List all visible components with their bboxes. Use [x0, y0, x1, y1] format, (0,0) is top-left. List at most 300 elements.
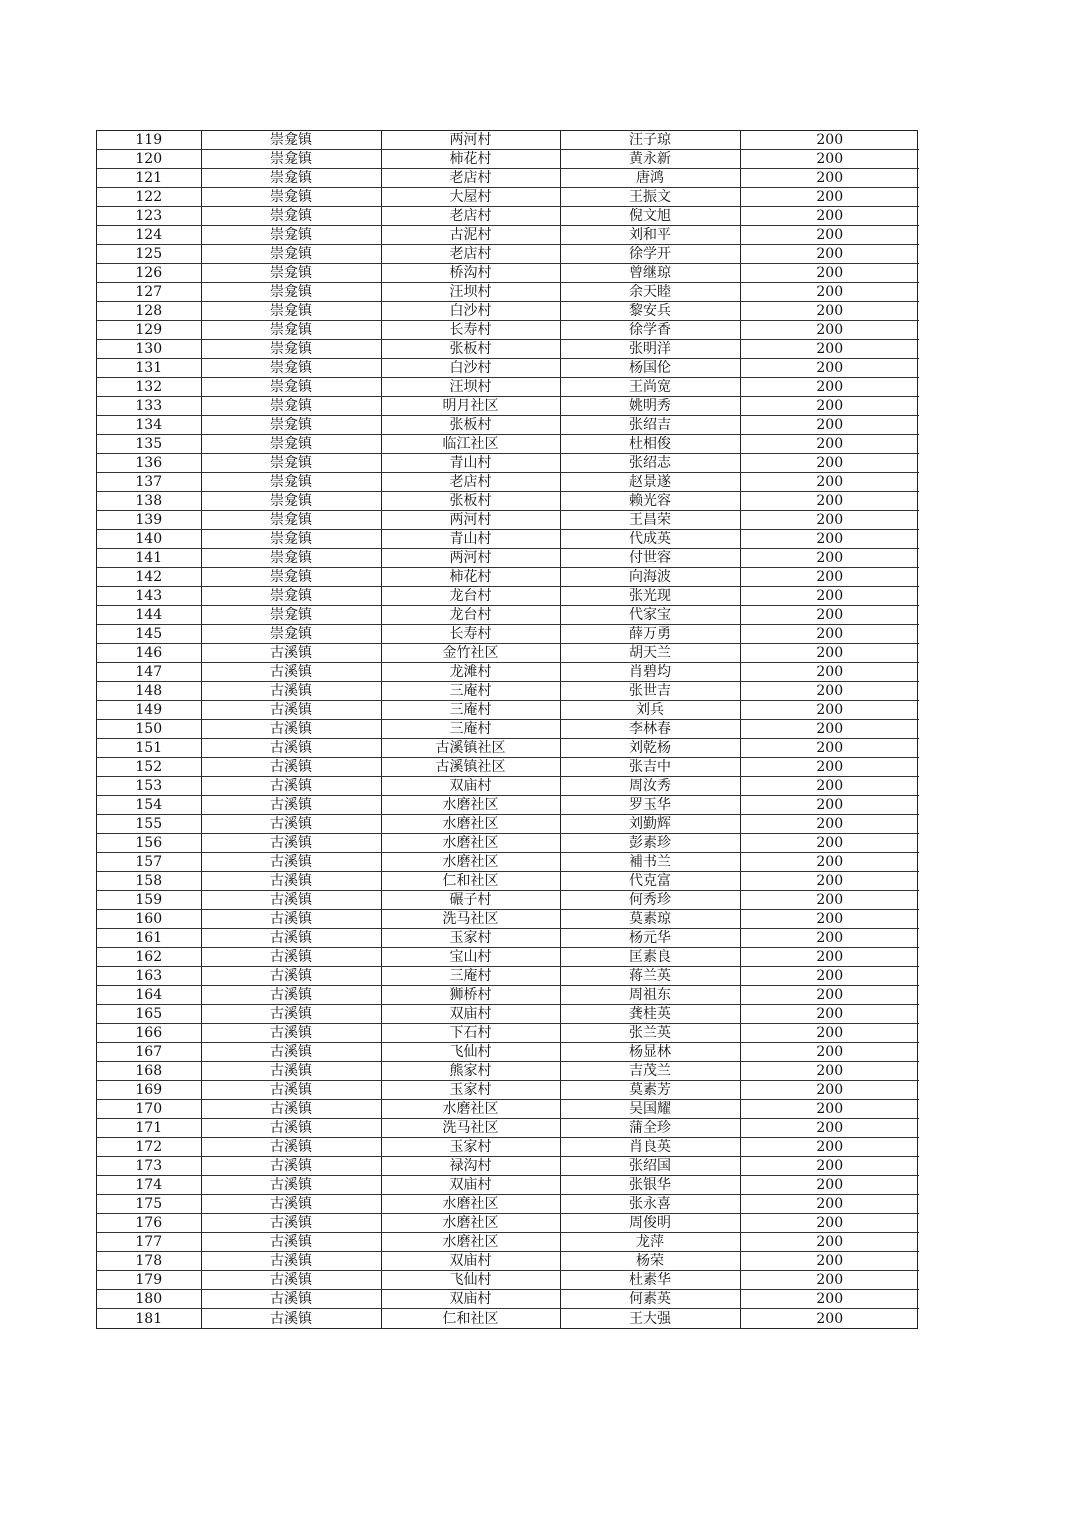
village-cell: 古溪镇社区: [381, 758, 560, 777]
amount-cell: 200: [740, 1157, 919, 1176]
amount-cell: 200: [740, 1024, 919, 1043]
village-cell: 仁和社区: [381, 1309, 560, 1328]
table-row: [97, 1252, 919, 1271]
village-cell: 张板村: [381, 492, 560, 511]
row-number-cell: 121: [97, 169, 201, 188]
village-cell: 龙滩村: [381, 663, 560, 682]
village-cell: 古泥村: [381, 226, 560, 245]
amount-cell: 200: [740, 872, 919, 891]
amount-cell: 200: [740, 321, 919, 340]
row-number-cell: 160: [97, 910, 201, 929]
amount-cell: 200: [740, 397, 919, 416]
amount-cell: 200: [740, 1138, 919, 1157]
row-number-cell: 181: [97, 1309, 201, 1328]
row-number-cell: 119: [97, 131, 201, 150]
name-cell: 肖碧均: [560, 663, 740, 682]
table-row: [97, 473, 919, 492]
village-cell: 汪坝村: [381, 283, 560, 302]
village-cell: 三庵村: [381, 720, 560, 739]
name-cell: 张吉中: [560, 758, 740, 777]
town-cell: 崇龛镇: [201, 283, 381, 302]
table-row: [97, 1081, 919, 1100]
table-row: [97, 739, 919, 758]
town-cell: 古溪镇: [201, 739, 381, 758]
town-cell: 崇龛镇: [201, 188, 381, 207]
roster-table: [97, 131, 919, 1328]
name-cell: 赖光容: [560, 492, 740, 511]
amount-cell: 200: [740, 1005, 919, 1024]
town-cell: 古溪镇: [201, 1290, 381, 1309]
row-number-cell: 123: [97, 207, 201, 226]
village-cell: 双庙村: [381, 1176, 560, 1195]
name-cell: 姚明秀: [560, 397, 740, 416]
town-cell: 古溪镇: [201, 872, 381, 891]
amount-cell: 200: [740, 644, 919, 663]
name-cell: 杨元华: [560, 929, 740, 948]
table-row: [97, 150, 919, 169]
amount-cell: 200: [740, 1100, 919, 1119]
name-cell: 代成英: [560, 530, 740, 549]
amount-cell: 200: [740, 302, 919, 321]
table-row: [97, 283, 919, 302]
name-cell: 王尚宽: [560, 378, 740, 397]
name-cell: 徐学开: [560, 245, 740, 264]
amount-cell: 200: [740, 1062, 919, 1081]
town-cell: 古溪镇: [201, 1005, 381, 1024]
name-cell: 徐学香: [560, 321, 740, 340]
row-number-cell: 143: [97, 587, 201, 606]
village-cell: 大屋村: [381, 188, 560, 207]
row-number-cell: 163: [97, 967, 201, 986]
name-cell: 杨显林: [560, 1043, 740, 1062]
table-row: [97, 986, 919, 1005]
roster-table-body: [97, 131, 919, 1328]
name-cell: 蒋兰英: [560, 967, 740, 986]
row-number-cell: 161: [97, 929, 201, 948]
table-row: [97, 777, 919, 796]
name-cell: 莫素琼: [560, 910, 740, 929]
row-number-cell: 167: [97, 1043, 201, 1062]
name-cell: 付世容: [560, 549, 740, 568]
amount-cell: 200: [740, 1252, 919, 1271]
row-number-cell: 141: [97, 549, 201, 568]
row-number-cell: 177: [97, 1233, 201, 1252]
row-number-cell: 132: [97, 378, 201, 397]
table-row: [97, 188, 919, 207]
village-cell: 古溪镇社区: [381, 739, 560, 758]
row-number-cell: 147: [97, 663, 201, 682]
name-cell: 刘兵: [560, 701, 740, 720]
name-cell: 胡天兰: [560, 644, 740, 663]
name-cell: 罗玉华: [560, 796, 740, 815]
amount-cell: 200: [740, 587, 919, 606]
row-number-cell: 139: [97, 511, 201, 530]
row-number-cell: 158: [97, 872, 201, 891]
name-cell: 龙萍: [560, 1233, 740, 1252]
town-cell: 古溪镇: [201, 1195, 381, 1214]
amount-cell: 200: [740, 1081, 919, 1100]
name-cell: 刘勤辉: [560, 815, 740, 834]
village-cell: 仁和社区: [381, 872, 560, 891]
town-cell: 崇龛镇: [201, 302, 381, 321]
row-number-cell: 145: [97, 625, 201, 644]
village-cell: 水磨社区: [381, 1100, 560, 1119]
name-cell: 张兰英: [560, 1024, 740, 1043]
table-row: [97, 1233, 919, 1252]
table-row: [97, 1214, 919, 1233]
village-cell: 老店村: [381, 207, 560, 226]
name-cell: 何素英: [560, 1290, 740, 1309]
table-row: [97, 587, 919, 606]
row-number-cell: 127: [97, 283, 201, 302]
row-number-cell: 124: [97, 226, 201, 245]
table-row: [97, 549, 919, 568]
amount-cell: 200: [740, 663, 919, 682]
village-cell: 玉家村: [381, 929, 560, 948]
town-cell: 崇龛镇: [201, 321, 381, 340]
row-number-cell: 128: [97, 302, 201, 321]
amount-cell: 200: [740, 340, 919, 359]
table-row: [97, 568, 919, 587]
amount-cell: 200: [740, 416, 919, 435]
table-row: [97, 1024, 919, 1043]
village-cell: 柿花村: [381, 568, 560, 587]
name-cell: 蒲全珍: [560, 1119, 740, 1138]
table-row: [97, 454, 919, 473]
amount-cell: 200: [740, 226, 919, 245]
town-cell: 古溪镇: [201, 834, 381, 853]
amount-cell: 200: [740, 131, 919, 150]
village-cell: 三庵村: [381, 701, 560, 720]
row-number-cell: 130: [97, 340, 201, 359]
village-cell: 张板村: [381, 340, 560, 359]
town-cell: 崇龛镇: [201, 454, 381, 473]
row-number-cell: 150: [97, 720, 201, 739]
name-cell: 杜素华: [560, 1271, 740, 1290]
name-cell: 周俊明: [560, 1214, 740, 1233]
table-row: [97, 815, 919, 834]
village-cell: 双庙村: [381, 1005, 560, 1024]
amount-cell: 200: [740, 891, 919, 910]
row-number-cell: 174: [97, 1176, 201, 1195]
town-cell: 古溪镇: [201, 720, 381, 739]
table-row: [97, 1176, 919, 1195]
table-row: [97, 530, 919, 549]
name-cell: 代家宝: [560, 606, 740, 625]
table-row: [97, 663, 919, 682]
row-number-cell: 131: [97, 359, 201, 378]
amount-cell: 200: [740, 682, 919, 701]
name-cell: 吉茂兰: [560, 1062, 740, 1081]
table-row: [97, 606, 919, 625]
town-cell: 崇龛镇: [201, 492, 381, 511]
amount-cell: 200: [740, 1214, 919, 1233]
row-number-cell: 133: [97, 397, 201, 416]
village-cell: 桥沟村: [381, 264, 560, 283]
table-row: [97, 625, 919, 644]
table-row: [97, 1062, 919, 1081]
name-cell: 肖良英: [560, 1138, 740, 1157]
town-cell: 古溪镇: [201, 910, 381, 929]
table-row: [97, 207, 919, 226]
name-cell: 匡素良: [560, 948, 740, 967]
name-cell: 刘乾杨: [560, 739, 740, 758]
name-cell: 彭素珍: [560, 834, 740, 853]
table-row: [97, 834, 919, 853]
name-cell: 杜相俊: [560, 435, 740, 454]
village-cell: 洗马社区: [381, 910, 560, 929]
table-row: [97, 492, 919, 511]
name-cell: 张世吉: [560, 682, 740, 701]
row-number-cell: 151: [97, 739, 201, 758]
amount-cell: 200: [740, 1233, 919, 1252]
town-cell: 古溪镇: [201, 796, 381, 815]
amount-cell: 200: [740, 720, 919, 739]
town-cell: 古溪镇: [201, 701, 381, 720]
town-cell: 崇龛镇: [201, 625, 381, 644]
row-number-cell: 129: [97, 321, 201, 340]
town-cell: 古溪镇: [201, 644, 381, 663]
town-cell: 古溪镇: [201, 1138, 381, 1157]
amount-cell: 200: [740, 1195, 919, 1214]
table-row: [97, 682, 919, 701]
town-cell: 崇龛镇: [201, 207, 381, 226]
town-cell: 崇龛镇: [201, 169, 381, 188]
village-cell: 柿花村: [381, 150, 560, 169]
village-cell: 碾子村: [381, 891, 560, 910]
row-number-cell: 155: [97, 815, 201, 834]
table-row: [97, 929, 919, 948]
amount-cell: 200: [740, 359, 919, 378]
village-cell: 玉家村: [381, 1081, 560, 1100]
row-number-cell: 175: [97, 1195, 201, 1214]
amount-cell: 200: [740, 796, 919, 815]
table-row: [97, 435, 919, 454]
town-cell: 崇龛镇: [201, 606, 381, 625]
row-number-cell: 179: [97, 1271, 201, 1290]
village-cell: 白沙村: [381, 302, 560, 321]
name-cell: 杨荣: [560, 1252, 740, 1271]
amount-cell: 200: [740, 549, 919, 568]
name-cell: 補书兰: [560, 853, 740, 872]
row-number-cell: 148: [97, 682, 201, 701]
name-cell: 张永喜: [560, 1195, 740, 1214]
amount-cell: 200: [740, 473, 919, 492]
name-cell: 李林春: [560, 720, 740, 739]
amount-cell: 200: [740, 169, 919, 188]
amount-cell: 200: [740, 815, 919, 834]
amount-cell: 200: [740, 948, 919, 967]
name-cell: 何秀珍: [560, 891, 740, 910]
village-cell: 飞仙村: [381, 1271, 560, 1290]
town-cell: 崇龛镇: [201, 511, 381, 530]
name-cell: 杨国伦: [560, 359, 740, 378]
town-cell: 古溪镇: [201, 1252, 381, 1271]
table-row: [97, 359, 919, 378]
table-row: [97, 701, 919, 720]
village-cell: 长寿村: [381, 625, 560, 644]
village-cell: 水磨社区: [381, 1195, 560, 1214]
village-cell: 青山村: [381, 454, 560, 473]
name-cell: 向海波: [560, 568, 740, 587]
table-row: [97, 967, 919, 986]
village-cell: 水磨社区: [381, 834, 560, 853]
village-cell: 龙台村: [381, 587, 560, 606]
table-row: [97, 340, 919, 359]
row-number-cell: 144: [97, 606, 201, 625]
village-cell: 张板村: [381, 416, 560, 435]
village-cell: 汪坝村: [381, 378, 560, 397]
village-cell: 两河村: [381, 511, 560, 530]
amount-cell: 200: [740, 739, 919, 758]
name-cell: 吴国耀: [560, 1100, 740, 1119]
row-number-cell: 149: [97, 701, 201, 720]
row-number-cell: 154: [97, 796, 201, 815]
village-cell: 临江社区: [381, 435, 560, 454]
town-cell: 古溪镇: [201, 1119, 381, 1138]
name-cell: 张明洋: [560, 340, 740, 359]
village-cell: 白沙村: [381, 359, 560, 378]
table-row: [97, 397, 919, 416]
row-number-cell: 142: [97, 568, 201, 587]
table-row: [97, 1309, 919, 1328]
town-cell: 崇龛镇: [201, 245, 381, 264]
roster-sheet: [96, 130, 918, 1329]
town-cell: 古溪镇: [201, 1062, 381, 1081]
village-cell: 水磨社区: [381, 796, 560, 815]
amount-cell: 200: [740, 1290, 919, 1309]
table-row: [97, 416, 919, 435]
village-cell: 双庙村: [381, 1290, 560, 1309]
town-cell: 古溪镇: [201, 929, 381, 948]
amount-cell: 200: [740, 283, 919, 302]
row-number-cell: 165: [97, 1005, 201, 1024]
name-cell: 王昌荣: [560, 511, 740, 530]
town-cell: 古溪镇: [201, 1176, 381, 1195]
amount-cell: 200: [740, 986, 919, 1005]
name-cell: 薛万勇: [560, 625, 740, 644]
table-row: [97, 264, 919, 283]
row-number-cell: 120: [97, 150, 201, 169]
village-cell: 熊家村: [381, 1062, 560, 1081]
town-cell: 崇龛镇: [201, 568, 381, 587]
table-row: [97, 1005, 919, 1024]
village-cell: 宝山村: [381, 948, 560, 967]
row-number-cell: 168: [97, 1062, 201, 1081]
table-row: [97, 1119, 919, 1138]
town-cell: 古溪镇: [201, 1100, 381, 1119]
town-cell: 崇龛镇: [201, 530, 381, 549]
village-cell: 飞仙村: [381, 1043, 560, 1062]
village-cell: 双庙村: [381, 777, 560, 796]
table-row: [97, 853, 919, 872]
name-cell: 张绍志: [560, 454, 740, 473]
table-row: [97, 720, 919, 739]
table-row: [97, 378, 919, 397]
amount-cell: 200: [740, 853, 919, 872]
name-cell: 王振文: [560, 188, 740, 207]
village-cell: 龙台村: [381, 606, 560, 625]
row-number-cell: 125: [97, 245, 201, 264]
town-cell: 古溪镇: [201, 1024, 381, 1043]
table-row: [97, 948, 919, 967]
town-cell: 古溪镇: [201, 1157, 381, 1176]
row-number-cell: 162: [97, 948, 201, 967]
amount-cell: 200: [740, 910, 919, 929]
table-row: [97, 872, 919, 891]
row-number-cell: 134: [97, 416, 201, 435]
village-cell: 三庵村: [381, 967, 560, 986]
table-row: [97, 1195, 919, 1214]
name-cell: 张绍国: [560, 1157, 740, 1176]
table-row: [97, 1138, 919, 1157]
town-cell: 崇龛镇: [201, 397, 381, 416]
town-cell: 古溪镇: [201, 891, 381, 910]
row-number-cell: 180: [97, 1290, 201, 1309]
row-number-cell: 176: [97, 1214, 201, 1233]
town-cell: 古溪镇: [201, 777, 381, 796]
name-cell: 唐鸿: [560, 169, 740, 188]
name-cell: 龚桂英: [560, 1005, 740, 1024]
town-cell: 崇龛镇: [201, 435, 381, 454]
amount-cell: 200: [740, 1176, 919, 1195]
town-cell: 古溪镇: [201, 1214, 381, 1233]
row-number-cell: 146: [97, 644, 201, 663]
name-cell: 倪文旭: [560, 207, 740, 226]
town-cell: 崇龛镇: [201, 587, 381, 606]
name-cell: 代克富: [560, 872, 740, 891]
town-cell: 古溪镇: [201, 986, 381, 1005]
town-cell: 古溪镇: [201, 967, 381, 986]
town-cell: 古溪镇: [201, 1271, 381, 1290]
village-cell: 两河村: [381, 549, 560, 568]
row-number-cell: 173: [97, 1157, 201, 1176]
table-row: [97, 891, 919, 910]
amount-cell: 200: [816, 1310, 844, 1327]
amount-cell: 200: [740, 150, 919, 169]
village-cell: 双庙村: [381, 1252, 560, 1271]
town-cell: 崇龛镇: [201, 226, 381, 245]
amount-cell: 200: [740, 1043, 919, 1062]
amount-cell: 200: [740, 1271, 919, 1290]
village-cell: 两河村: [381, 131, 560, 150]
amount-cell: 200: [740, 454, 919, 473]
name-cell: 周祖东: [560, 986, 740, 1005]
village-cell: 明月社区: [381, 397, 560, 416]
amount-cell: 200: [740, 777, 919, 796]
table-row: [97, 910, 919, 929]
row-number-cell: 169: [97, 1081, 201, 1100]
amount-cell: 200: [740, 701, 919, 720]
row-number-cell: 136: [97, 454, 201, 473]
amount-cell: 200: [740, 1119, 919, 1138]
table-row: [97, 1157, 919, 1176]
amount-cell: 200: [740, 606, 919, 625]
town-cell: 古溪镇: [201, 1043, 381, 1062]
row-number-cell: 172: [97, 1138, 201, 1157]
town-cell: 古溪镇: [201, 948, 381, 967]
town-cell: 崇龛镇: [201, 131, 381, 150]
amount-cell: 200: [740, 967, 919, 986]
amount-cell: 200: [740, 511, 919, 530]
town-cell: 古溪镇: [201, 1309, 381, 1328]
name-cell: 黎安兵: [560, 302, 740, 321]
row-number-cell: 135: [97, 435, 201, 454]
name-cell: 余天睦: [560, 283, 740, 302]
town-cell: 古溪镇: [201, 1081, 381, 1100]
village-cell: 老店村: [381, 245, 560, 264]
amount-cell: 200: [740, 188, 919, 207]
